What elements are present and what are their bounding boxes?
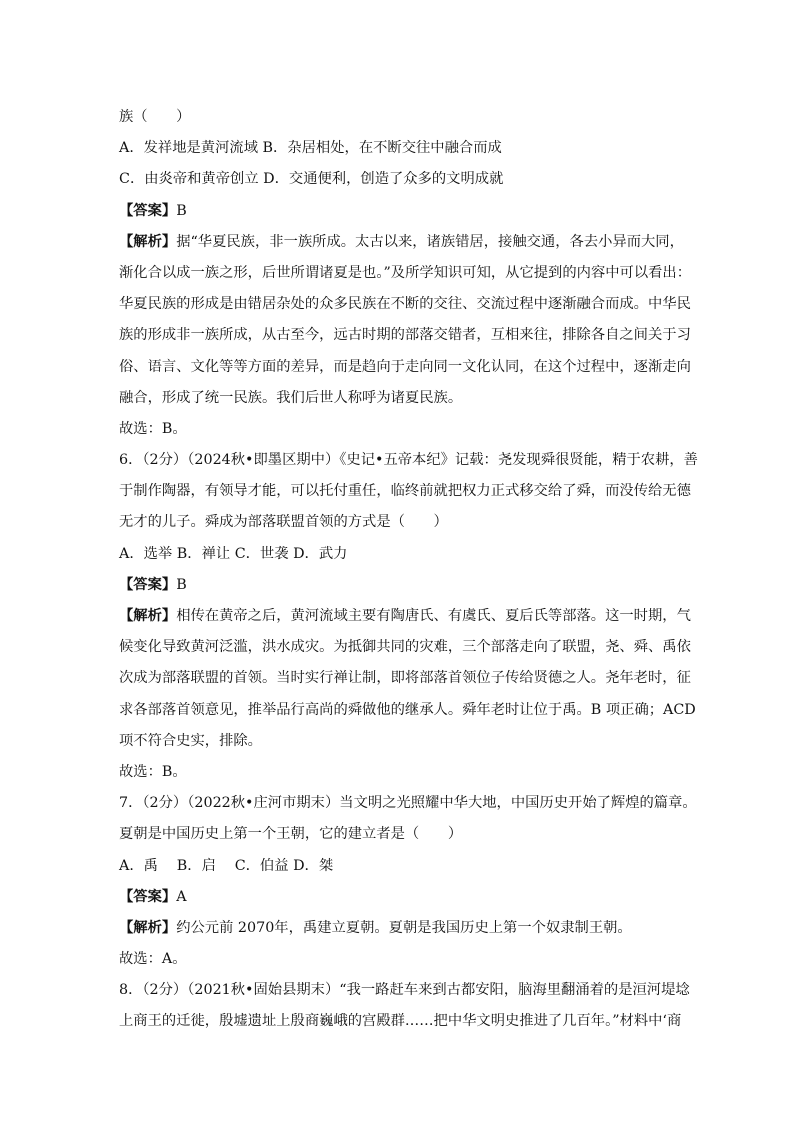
question-6-stem-line: 无才的儿子。舜成为部落联盟首领的方式是（ ） <box>119 514 448 531</box>
question-5-options-cd: C．由炎帝和黄帝创立 D．交通便利，创造了众多的文明成就 <box>119 171 504 188</box>
question-7-answer <box>119 882 689 913</box>
answer-value: B <box>176 576 187 593</box>
question-6-stem-line: 于制作陶器，有领导才能，可以托付重任，临终前就把权力正式移交给了舜，而没传给无德 <box>119 483 691 500</box>
question-5-answer <box>119 196 689 227</box>
question-7-choice: 故选：A。 <box>119 951 187 968</box>
question-5-analysis: 【解析】据“华夏民族，非一族所成。太古以来，诸族错居，接触交通，各去小异而大同， <box>119 233 684 250</box>
analysis-label: 【解析】 <box>119 233 177 250</box>
document-content <box>119 102 698 1038</box>
question-5-options-ab: A．发祥地是黄河流域 B．杂居相处，在不断交往中融合而成 <box>119 140 502 157</box>
analysis-label: 【解析】 <box>119 919 177 936</box>
answer-label: 【答案】 <box>119 888 177 905</box>
question-5-choice: 故选：B。 <box>119 420 187 437</box>
question-7-stem: 7．（2分）（2022秋•庄河市期末）当文明之光照耀中华大地，中国历史开始了辉煌的篇章。 <box>119 795 697 812</box>
question-5-analysis-line: 渐化合以成一族之形，后世所谓诸夏是也。”及所学知识可知，从它提到的内容中可以看出： <box>119 264 692 281</box>
question-7-options: A．禹 B．启 C．伯益 D．桀 <box>119 857 334 874</box>
question-7-analysis: 【解析】约公元前 2070年，禹建立夏朝。夏朝是我国历史上第一个奴隶制王朝。 <box>119 919 632 936</box>
answer-label: 【答案】 <box>119 202 177 219</box>
answer-value: B <box>176 202 187 219</box>
question-5-analysis-line: 族的形成非一族所成，从古至今，远古时期的部落交错者，互相来往，排除各自之间关于习 <box>119 327 691 344</box>
question-5-analysis-line: 华夏民族的形成是由错居杂处的众多民族在不断的交往、交流过程中逐渐融合而成。中华民 <box>119 296 691 313</box>
question-7-stem-line: 夏朝是中国历史上第一个王朝，它的建立者是（ ） <box>119 826 463 843</box>
question-6-analysis-line: 次成为部落联盟的首领。当时实行禅让制，即将部落首领位子传给贤德之人。尧年老时，征 <box>119 670 691 687</box>
question-6-stem: 6．（2分）（2024秋•即墨区期中）《史记•五帝本纪》记载：尧发现舜很贤能，精于农耕，善 <box>119 452 698 469</box>
question-5-analysis-line: 融合，形成了统一民族。我们后世人称呼为诸夏民族。 <box>119 389 463 406</box>
analysis-label: 【解析】 <box>119 608 177 624</box>
question-5-stem-end: 族（ ） <box>119 109 191 125</box>
question-6-analysis-line: 项不符合史实，排除。 <box>119 732 262 749</box>
question-6-choice: 故选：B。 <box>119 763 187 780</box>
question-6-options: A．选举 B．禅让 C．世袭 D．武力 <box>119 545 348 562</box>
question-6-analysis-line: 求各部落首领意见，推举品行高尚的舜做他的继承人。舜年老时让位于禹。B 项正确；ACD <box>119 701 696 718</box>
question-6-analysis: 【解析】相传在黄帝之后，黄河流域主要有陶唐氏、有虞氏、夏后氏等部落。这一时期，气 <box>119 608 691 624</box>
answer-label: 【答案】 <box>119 576 177 593</box>
answer-value: A <box>176 888 187 905</box>
question-5-analysis-line: 俗、语言、文化等等方面的差异，而是趋向于走向同一文化认同，在这个过程中，逐渐走向 <box>119 358 691 375</box>
question-8-stem-line: 上商王的迁徙，殷墟遗址上殷商巍峨的宫殿群……把中华文明史推进了几百年。”材料中‘商 <box>119 1013 682 1030</box>
question-6-answer <box>119 570 689 601</box>
question-6-analysis-line: 候变化导致黄河泛滥，洪水成灾。为抵御共同的灾难，三个部落走向了联盟，尧、舜、禹依 <box>119 639 691 656</box>
question-8-stem: 8．（2分）（2021秋•固始县期末）“我一路赶车来到古都安阳，脑海里翻涌着的是洹河堤埝 <box>119 982 690 999</box>
